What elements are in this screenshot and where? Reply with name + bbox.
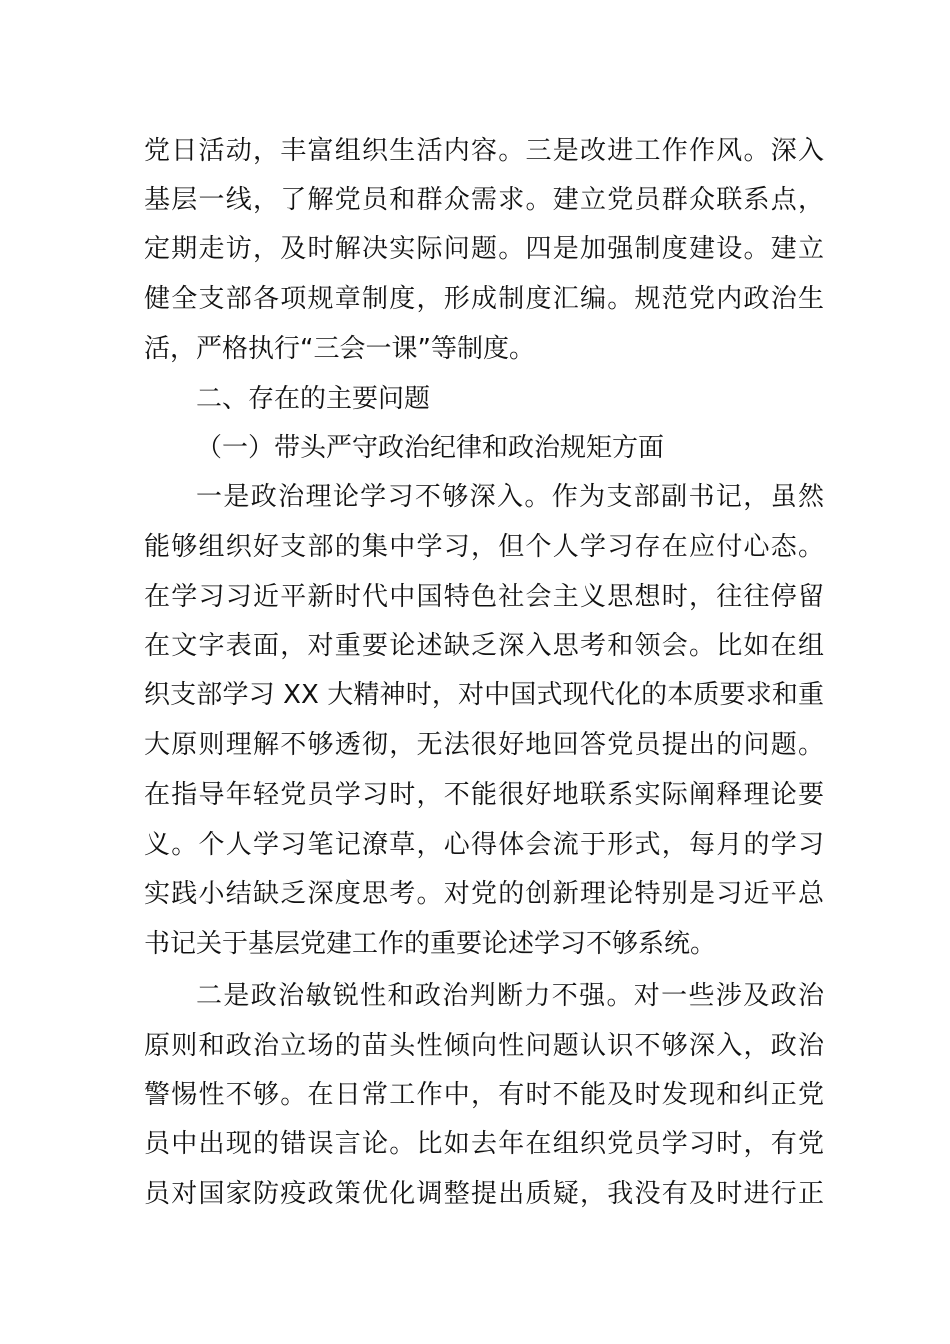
text-line: 在文字表面，对重要论述缺乏深入思考和领会。比如在组: [144, 631, 824, 661]
paragraph-first-line: 一是政治理论学习不够深入。作为支部副书记，虽然: [196, 482, 824, 512]
section-heading: 二、存在的主要问题: [196, 384, 431, 414]
text-line: 警惕性不够。在日常工作中，有时不能及时发现和纠正党: [144, 1080, 824, 1110]
text-line: 定期走访，及时解决实际问题。四是加强制度建设。建立: [144, 234, 824, 264]
text-line: 员对国家防疫政策优化调整提出质疑，我没有及时进行正: [144, 1179, 824, 1209]
text-line: 员中出现的错误言论。比如去年在组织党员学习时，有党: [144, 1129, 824, 1159]
text-line: 健全支部各项规章制度，形成制度汇编。规范党内政治生: [144, 284, 824, 314]
text-line: 大原则理解不够透彻，无法很好地回答党员提出的问题。: [144, 730, 824, 760]
text-line: 基层一线，了解党员和群众需求。建立党员群众联系点，: [144, 185, 824, 215]
text-line: 书记关于基层党建工作的重要论述学习不够系统。: [144, 929, 717, 959]
text-line: 在指导年轻党员学习时，不能很好地联系实际阐释理论要: [144, 780, 824, 810]
text-line: 能够组织好支部的集中学习，但个人学习存在应付心态。: [144, 532, 824, 562]
text-line: 党日活动，丰富组织生活内容。三是改进工作作风。深入: [144, 136, 824, 166]
subsection-heading: （一）带头严守政治纪律和政治规矩方面: [196, 433, 665, 463]
text-line: 织支部学习 XX 大精神时，对中国式现代化的本质要求和重: [144, 680, 824, 710]
text-line: 原则和政治立场的苗头性倾向性问题认识不够深入，政治: [144, 1031, 824, 1061]
text-line: 活，严格执行“三会一课”等制度。: [144, 334, 535, 364]
text-line: 实践小结缺乏深度思考。对党的创新理论特别是习近平总: [144, 879, 824, 909]
text-line: 义。个人学习笔记潦草，心得体会流于形式，每月的学习: [144, 830, 824, 860]
paragraph-first-line: 二是政治敏锐性和政治判断力不强。对一些涉及政治: [196, 981, 824, 1011]
text-line: 在学习习近平新时代中国特色社会主义思想时，往往停留: [144, 582, 824, 612]
